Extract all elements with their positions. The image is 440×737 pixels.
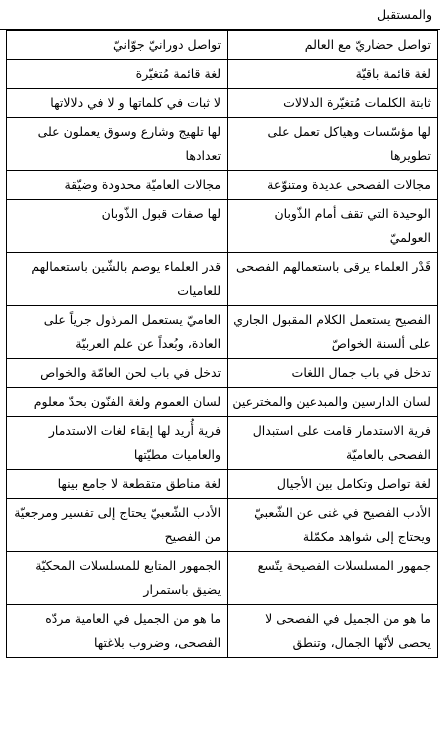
- table-row: [7, 60, 438, 89]
- fusha-cell: لسان الدارسين والمبدعين والمخترعين: [228, 388, 438, 417]
- fusha-cell: مجالات الفصحى عديدة ومتنوّعة: [228, 171, 438, 200]
- fusha-cell: ثابتة الكلمات مُتغيّرة الدلالات: [228, 89, 438, 118]
- fusha-cell: لغة تواصل وتكامل بين الأجيال: [228, 470, 438, 499]
- ammiya-cell: العاميّ يستعمل المرذول جرياً على العادة، وبُعداً عن علم العربيّة: [7, 306, 228, 359]
- fusha-cell: قَدْر العلماء يرقى باستعمالهم الفصحى: [228, 253, 438, 306]
- ammiya-cell: تدخل في باب لحن العامّة والخواص: [7, 359, 228, 388]
- table-row: [7, 171, 438, 200]
- ammiya-cell: لغة مناطق متقطعة لا جامع بينها: [7, 470, 228, 499]
- table-row: [7, 388, 438, 417]
- fusha-cell: الفصيح يستعمل الكلام المقبول الجاري على ألسنة الخواصّ: [228, 306, 438, 359]
- ammiya-cell: ما هو من الجميل في العامية مردّه الفصحى، وضروب بلاغتها: [7, 605, 228, 658]
- ammiya-cell: لها صفات قبول الذّوبان: [7, 200, 228, 253]
- ammiya-cell: تواصل دورانيّ جوّانيّ: [7, 31, 228, 60]
- table-row: [7, 359, 438, 388]
- table-row: [7, 552, 438, 605]
- fusha-cell: فرية الاستدمار قامت على استبدال الفصحى بالعاميّة: [228, 417, 438, 470]
- ammiya-cell: الأدب الشّعبيّ يحتاج إلى تفسير ومرجعيّة من الفصيح: [7, 499, 228, 552]
- ammiya-cell: لغة قائمة مُتغيّرة: [7, 60, 228, 89]
- fusha-cell: جمهور المسلسلات الفصيحة يتّسع: [228, 552, 438, 605]
- table-row: [7, 31, 438, 60]
- comparison-table-body: [7, 31, 438, 658]
- ammiya-cell: الجمهور المتابع للمسلسلات المحكيّة يضيق باستمرار: [7, 552, 228, 605]
- table-row: [7, 306, 438, 359]
- ammiya-cell: قدر العلماء يوصم بالشّين باستعمالهم للعاميات: [7, 253, 228, 306]
- ammiya-cell: لها تلهيج وشارع وسوق يعملون على تعدادها: [7, 118, 228, 171]
- fusha-cell: الأدب الفصيح في غنى عن الشّعبيّ ويحتاج إلى شواهد مكمّلة: [228, 499, 438, 552]
- table-row: [7, 417, 438, 470]
- fusha-cell: الوحيدة التي تقف أمام الذّوبان العولميّ: [228, 200, 438, 253]
- table-row: [7, 200, 438, 253]
- ammiya-cell: لسان العموم ولغة الفنّون بحدّ معلوم: [7, 388, 228, 417]
- ammiya-cell: فرية أُريد لها إبقاء لغات الاستدمار والعاميات مطيّتها: [7, 417, 228, 470]
- table-row: [7, 118, 438, 171]
- fusha-cell: ما هو من الجميل في الفصحى لا يحصى لأنّها الجمال، وتنطق: [228, 605, 438, 658]
- fusha-cell: تدخل في باب جمال اللغات: [228, 359, 438, 388]
- fusha-cell: لغة قائمة باقيّة: [228, 60, 438, 89]
- table-row: [7, 499, 438, 552]
- fusha-cell: تواصل حضاريّ مع العالم: [228, 31, 438, 60]
- table-row: [7, 89, 438, 118]
- table-row: [7, 605, 438, 658]
- table-row: [7, 253, 438, 306]
- ammiya-cell: مجالات العاميّة محدودة وضيّقة: [7, 171, 228, 200]
- ammiya-cell: لا ثبات في كلماتها و لا في دلالاتها: [7, 89, 228, 118]
- continued-heading-text: والمستقبل: [0, 0, 440, 30]
- table-row: [7, 470, 438, 499]
- comparison-table: [6, 30, 438, 658]
- fusha-cell: لها مؤسّسات وهياكل تعمل على تطويرها: [228, 118, 438, 171]
